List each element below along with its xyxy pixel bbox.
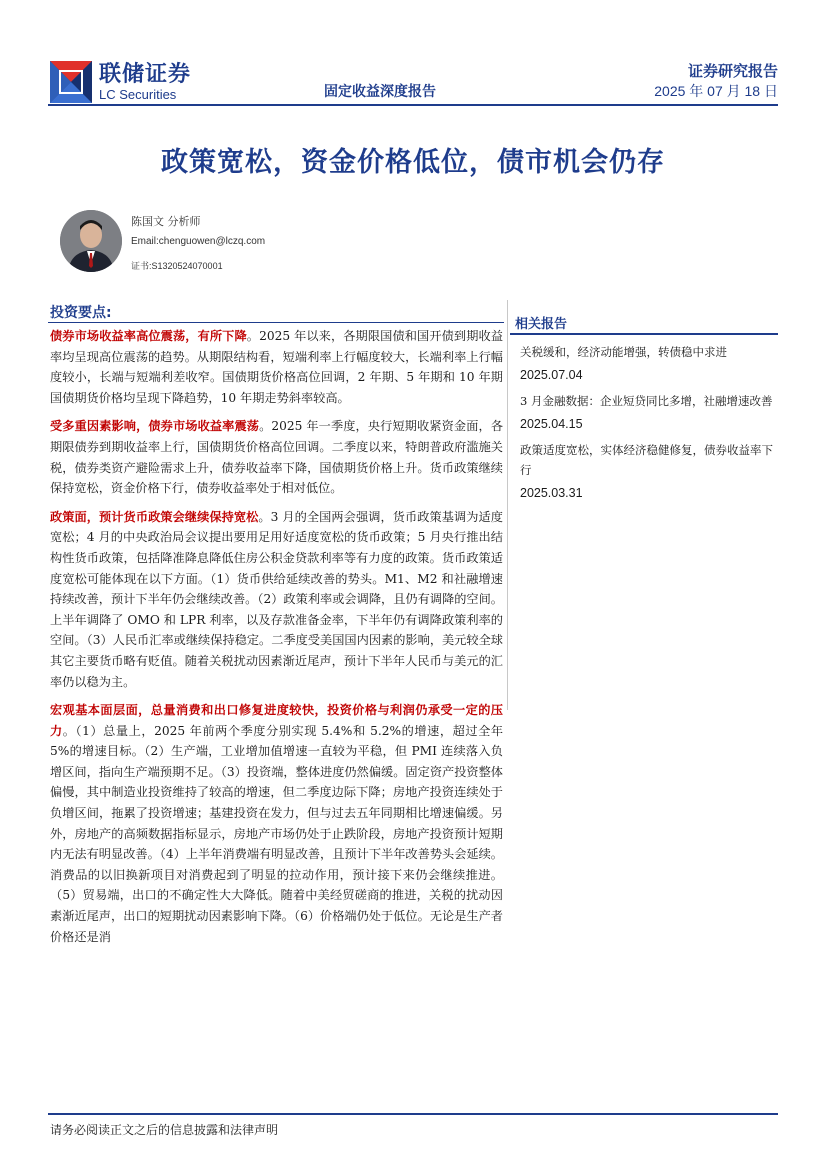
logo-english-name: LC Securities	[99, 86, 177, 102]
paragraph-highlight: 受多重因素影响，债券市场收益率震荡	[50, 419, 260, 434]
related-reports-heading: 相关报告	[515, 317, 568, 332]
summary-paragraph	[50, 326, 503, 408]
analyst-email[interactable]: Email:chenguowen@lczq.com	[131, 236, 266, 247]
related-reports-list	[520, 342, 780, 509]
summary-heading: 投资要点:	[50, 305, 112, 321]
paragraph-text: 。（1）总量上，2025 年前两个季度分别实现 5.4%和 5.2%的增速，超过全年 5%的增速目标。（2）生产端，工业增加值增速一直较为平稳，但 PMI 连续落入负增区间，指向生产端预期不足。（3）投资端，整体进度仍然偏缓。固定资产投资整体偏慢，其中制造业投资维持了较高的增速，但二季度边际下降；房地产投资连续处于负增区间，拖累了投资增速；基建投资在发力，但与过去五年同期相比增速偏缓。另外，房地产的高频数据指标显示，房地产市场仍处于止跌阶段，房地产投资预计短期内无法有明显改善。（4）上半年消费端有明显改善，且预计下半年改善势头会延续。消费品的以旧换新项目对消费起到了明显的拉动作用，预计接下来仍会继续推进。（5）贸易端，出口的不确定性大大降低。随着中美经贸磋商的推进，关税的扰动因素渐近尾声，出口的短期扰动因素影响下降。（6）价格端仍处于低位。无论是生产者价格还是消	[50, 723, 504, 944]
related-report-item[interactable]	[520, 391, 780, 434]
disclaimer-text: 请务必阅读正文之后的信息披露和法律声明	[50, 1123, 279, 1137]
analyst-name: 陈国文 分析师	[131, 215, 201, 228]
paragraph-text: 。2025 年一季度，央行短期收紧资金面，各期限债券到期收益率上行，国债期货价格高位回调。二季度以来，特朗普政府滥施关税，债券类资产避险需求上升，债券收益率下降，国债期货价格上升。货币政策继续保持宽松，资金价格下行，债券收益率处于相对低位。	[50, 419, 504, 496]
paragraph-highlight: 宏观基本面层面，总量消费和出口修复进度较快，投资价格与利润仍承受一定的压力	[50, 703, 503, 738]
related-report-item[interactable]	[520, 342, 780, 385]
footer-divider	[48, 1113, 778, 1115]
related-report-date: 2025.03.31	[520, 486, 583, 500]
company-logo	[50, 61, 198, 103]
related-report-title[interactable]: 3 月金融数据：企业短贷同比多增，社融增速改善	[520, 394, 773, 408]
report-category: 证券研究报告	[687, 62, 778, 80]
summary-paragraph	[50, 700, 503, 947]
summary-content	[50, 326, 503, 955]
lc-securities-logo-icon	[50, 61, 92, 103]
related-report-item[interactable]	[520, 440, 780, 503]
report-title: 政策宽松，资金价格低位，债市机会仍存	[161, 147, 665, 178]
analyst-photo	[60, 210, 122, 272]
report-type: 固定收益深度报告	[324, 84, 436, 100]
related-report-date: 2025.04.15	[520, 417, 583, 431]
related-report-title[interactable]: 关税缓和，经济动能增强，转债稳中求进	[520, 345, 727, 359]
related-report-title[interactable]: 政策适度宽松，实体经济稳健修复，债券收益率下行	[520, 443, 773, 477]
summary-divider	[48, 322, 504, 323]
column-divider	[507, 300, 508, 710]
related-reports-divider	[510, 333, 778, 335]
related-report-date: 2025.07.04	[520, 368, 583, 382]
report-date: 2025 年 07 月 18 日	[654, 83, 778, 99]
summary-paragraph	[50, 416, 503, 498]
paragraph-text: 。2025 年以来，各期限国债和国开债到期收益率均呈现高位震荡的趋势。从期限结构看，短端利率上行幅度较大，长端利率上行幅度较小，长端与短端利差收窄。国债期货价格高位回调，2 年期、5 年期和 10 年期国债期货价格均呈现下降趋势，10 年期走势斜率较高。	[50, 329, 504, 405]
logo-chinese-name: 联储证券	[99, 61, 192, 87]
paragraph-highlight: 债券市场收益率高位震荡，有所下降	[50, 329, 247, 343]
header-divider	[48, 104, 778, 106]
paragraph-text: 。3 月的全国两会强调，货币政策基调为适度宽松；4 月的中央政治局会议提出要用足用好适度宽松的货币政策；5 月央行推出结构性货币政策，包括降准降息降低住房公积金贷款利率等有力度的政策。货币政策适度宽松可能体现在以下方面。（1）货币供给延续改善的势头。M1、M2 和社融增速持续改善，预计下半年仍会继续改善。（2）政策利率或会调降，且仍有调降的空间。上半年调降了 OMO 和 LPR 利率，以及存款准备金率，下半年仍有调降政策利率的空间。（3）人民币汇率或继续保持稳定。二季度受美国国内因素的影响，美元较全球其它主要货币略有贬值。随着关税扰动因素渐近尾声，预计下半年人民币与美元的汇率仍以稳为主。	[50, 509, 503, 689]
paragraph-highlight: 政策面，预计货币政策会继续保持宽松	[50, 509, 259, 524]
summary-paragraph	[50, 507, 503, 692]
analyst-certificate: 证书:S1320524070001	[131, 261, 223, 271]
